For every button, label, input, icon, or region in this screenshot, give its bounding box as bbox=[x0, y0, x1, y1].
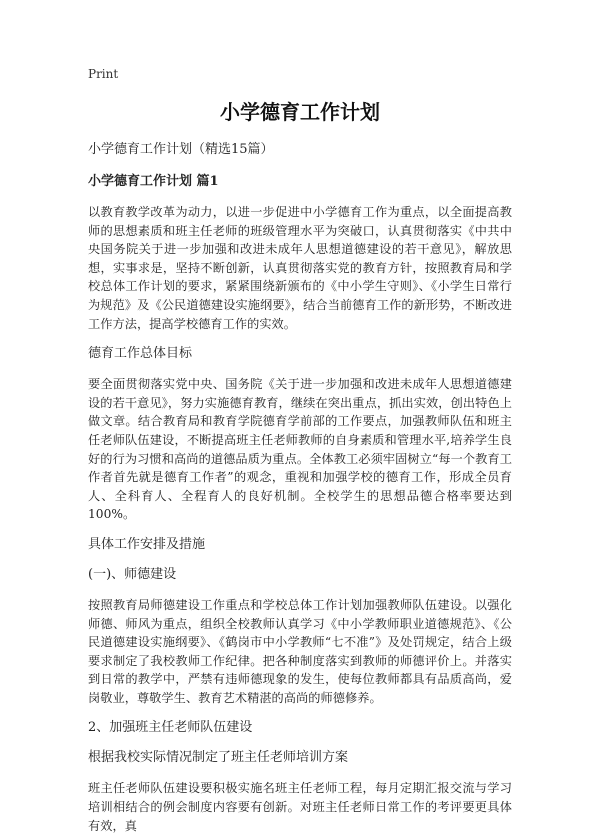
measures-heading: 具体工作安排及措施 bbox=[88, 536, 206, 552]
goal-heading: 德育工作总体目标 bbox=[88, 346, 193, 362]
item2-heading: 2、加强班主任老师队伍建设 bbox=[88, 720, 253, 736]
item1-heading: (一)、师德建设 bbox=[88, 566, 177, 582]
goal-paragraph: 要全面贯彻落实党中央、国务院《关于进一步加强和改进未成年人思想道德建设的若干意见》，努力实施德育教育，继续在突出重点，抓出实效，创出特色上做文章。结合教育局和教育学院德育学前部的工作要点，加强教师队伍和班主任老师队伍建设，不断提高班主任老师教师的自身素质和管理水平,培养学生良好的行为习惯和高尚的道德品质为重点。全体教工必须牢固树立“每一个教育工作者首先就是德育工作者”的观念，重视和加强学校的德育工作，形成全员育人、全科育人、全程育人的良好机制。全校学生的思想品德合格率要达到100%。 bbox=[88, 377, 512, 522]
item1-paragraph: 按照教育局师德建设工作重点和学校总体工作计划加强教师队伍建设。以强化师德、师风为重点，组织全校教师认真学习《中小学教师职业道德规范》、《公民道德建设实施纲要》、《鹤岗市中小学教师“七不准”》及处罚规定，结合上级要求制定了我校教师工作纪律。把各种制度落实到教师的师德评价上。并落实到日常的教学中，严禁有违师德现象的发生，使每位教师都具有品质高尚，爱岗敬业，尊敬学生、教育艺术精湛的高尚的师德修养。 bbox=[88, 597, 512, 705]
item2-subheading: 根据我校实际情况制定了班主任老师培训方案 bbox=[88, 750, 349, 766]
page-title: 小学德育工作计划 bbox=[220, 100, 380, 124]
print-label[interactable]: Print bbox=[88, 67, 119, 81]
document-subtitle: 小学德育工作计划（精选15篇） bbox=[88, 142, 274, 157]
intro-paragraph: 以教育教学改革为动力，以进一步促进中小学德育工作为重点，以全面提高教师的思想素质和班主任老师的班级管理水平为突破口，认真贯彻落实《中共中央国务院关于进一步加强和改进未成年人思想道德建设的若干意见》，解放思想，实事求是，坚持不断创新，认真贯彻落实党的教育方针，按照教育局和学校总体工作计划的要求，紧紧围绕新颁布的《中小学生守则》、《小学生日常行为规范》及《公民道德建设实施纲要》，结合当前德育工作的新形势，不断改进工作方法，提高学校德育工作的实效。 bbox=[88, 205, 512, 331]
section-heading: 小学德育工作计划 篇1 bbox=[88, 174, 219, 189]
item2-paragraph: 班主任老师队伍建设要积极实施名班主任老师工程，每月定期汇报交流与学习培训相结合的例会制度内容要有创新。对班主任老师日常工作的考评要更具体有效，真 bbox=[88, 781, 512, 833]
